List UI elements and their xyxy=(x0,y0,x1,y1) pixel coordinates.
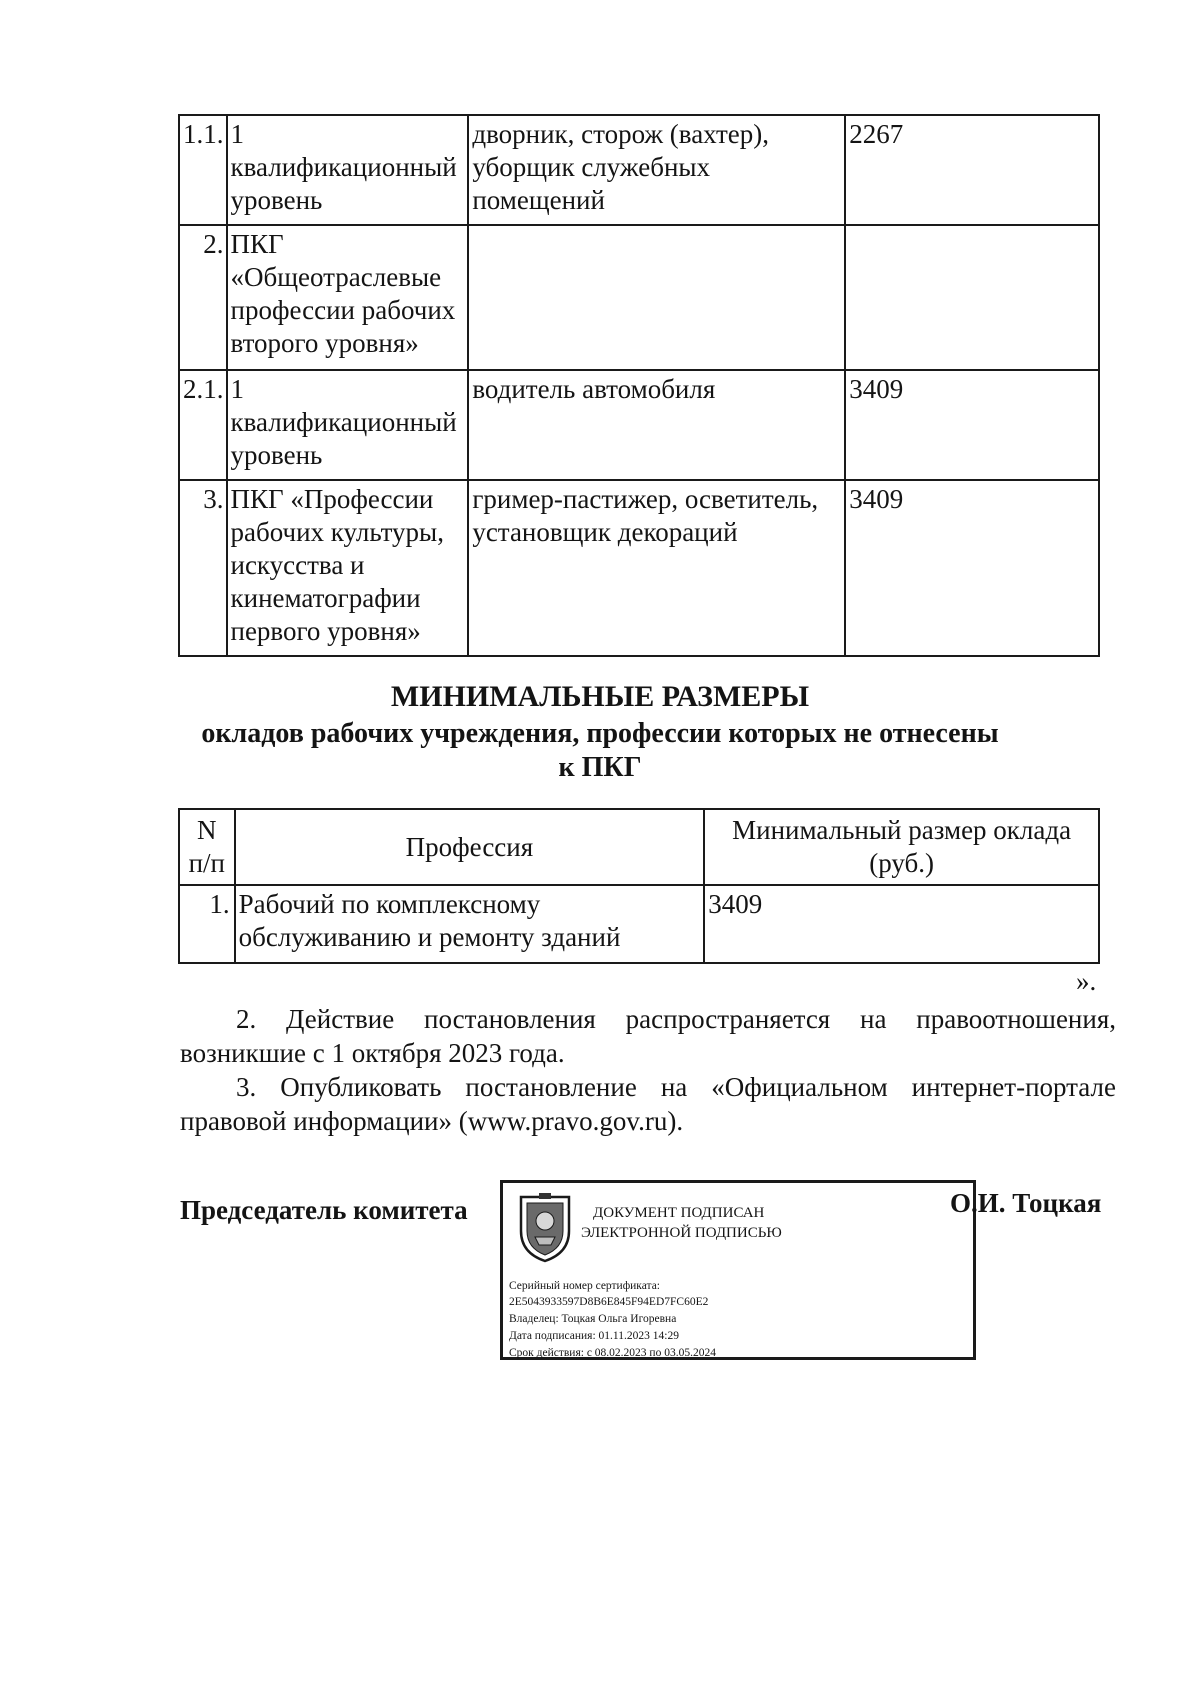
column-header-salary: Минимальный размер оклада (руб.) xyxy=(704,809,1099,885)
stamp-header: ЭЛЕКТРОННОЙ ПОДПИСЬЮ xyxy=(581,1225,782,1241)
salary-value: 3409 xyxy=(704,885,1099,963)
row-number: 2. xyxy=(179,225,227,370)
signer-name: О.И. Тоцкая xyxy=(950,1188,1102,1218)
table-row xyxy=(179,115,1099,225)
salary-value xyxy=(845,225,1099,370)
stamp-validity: Срок действия: с 08.02.2023 по 03.05.2024 xyxy=(509,1347,716,1359)
row-number: 3. xyxy=(179,480,227,656)
stamp-owner: Владелец: Тоцкая Ольга Игоревна xyxy=(509,1313,677,1325)
signer-title: Председатель комитета xyxy=(180,1195,468,1225)
salary-value: 3409 xyxy=(845,370,1099,480)
qualification-level: 1 квалификационный уровень xyxy=(227,370,469,480)
qualification-level: ПКГ «Профессии рабочих культуры, искусства и кинематографии первого уровня» xyxy=(227,480,469,656)
profession-list: гример-пастижер, осветитель, установщик декораций xyxy=(468,480,845,656)
table-row xyxy=(179,885,1099,963)
table-header-row xyxy=(179,809,1099,885)
electronic-signature-stamp xyxy=(500,1180,976,1360)
stamp-cert-label: Серийный номер сертификата: xyxy=(509,1280,660,1292)
section-subtitle: окладов рабочих учреждения, профессии которых не отнесены xyxy=(201,718,999,749)
stamp-signed-date: Дата подписания: 01.11.2023 14:29 xyxy=(509,1330,679,1342)
row-number: 1. xyxy=(179,885,235,963)
salary-table-pkg xyxy=(178,114,1100,657)
table-row xyxy=(179,225,1099,370)
minimum-salary-table xyxy=(178,808,1100,964)
stamp-cert-number: 2E5043933597D8B6E845F94ED7FC60E2 xyxy=(509,1296,709,1308)
closing-quote: ». xyxy=(1076,966,1097,996)
profession-list: водитель автомобиля xyxy=(468,370,845,480)
profession-name: Рабочий по комплексному обслуживанию и ремонту зданий xyxy=(235,885,705,963)
profession-list: дворник, сторож (вахтер), уборщик служебных помещений xyxy=(468,115,845,225)
profession-list xyxy=(468,225,845,370)
stamp-header: ДОКУМЕНТ ПОДПИСАН xyxy=(593,1205,765,1221)
qualification-level: 1 квалификационный уровень xyxy=(227,115,469,225)
qualification-level: ПКГ «Общеотраслевые профессии рабочих второго уровня» xyxy=(227,225,469,370)
table-row xyxy=(179,480,1099,656)
salary-value: 2267 xyxy=(845,115,1099,225)
section-subtitle: к ПКГ xyxy=(558,752,642,783)
section-title: МИНИМАЛЬНЫЕ РАЗМЕРЫ xyxy=(390,680,810,713)
table-row xyxy=(179,370,1099,480)
row-number: 2.1. xyxy=(179,370,227,480)
paragraph-publication: 3. Опубликовать постановление на «Официальном интернет-портале правовой информации» (www.pravo.gov.ru). xyxy=(180,1072,1116,1136)
row-number: 1.1. xyxy=(179,115,227,225)
column-header-number: N п/п xyxy=(179,809,235,885)
paragraph-effective-date: 2. Действие постановления распространяется на правоотношения, возникшие с 1 октября 2023 года. xyxy=(180,1004,1116,1068)
coat-of-arms-icon xyxy=(513,1191,577,1263)
column-header-profession: Профессия xyxy=(235,809,705,885)
salary-value: 3409 xyxy=(845,480,1099,656)
